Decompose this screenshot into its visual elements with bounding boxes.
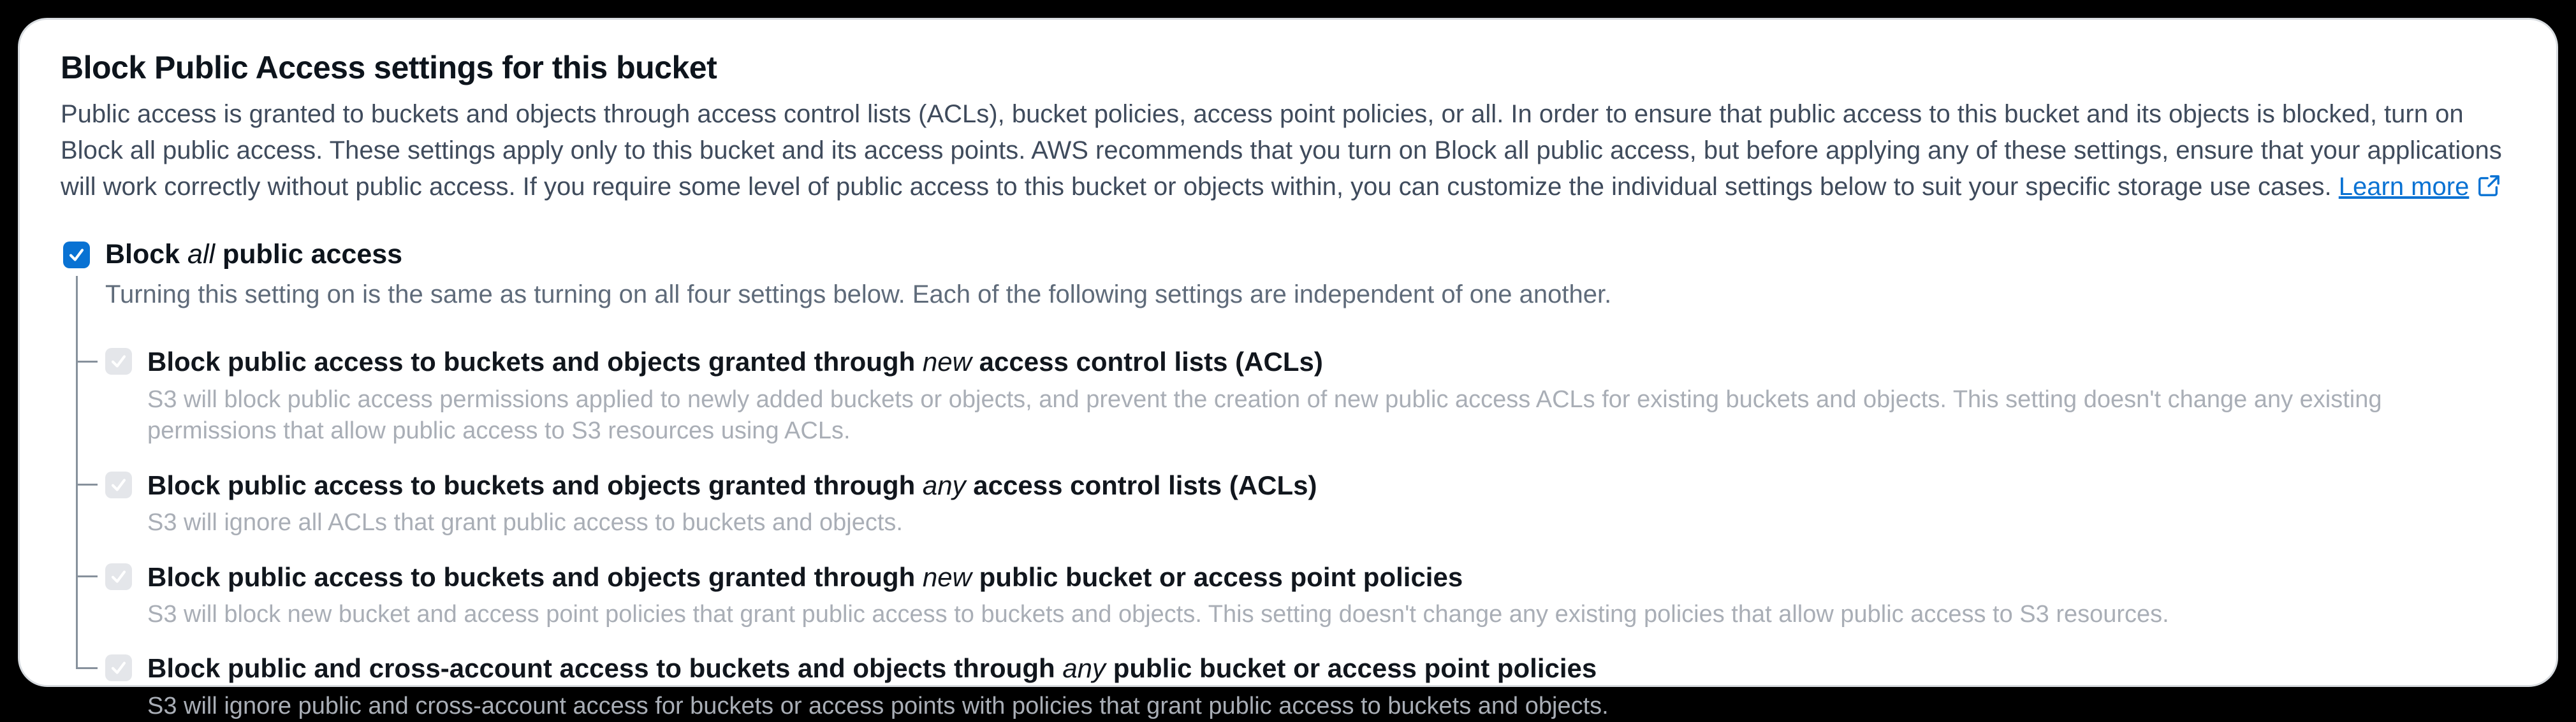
sub-setting-description: S3 will ignore all ACLs that grant public access to buckets and objects. [147, 507, 1317, 538]
block-all-public-access-label [105, 239, 402, 270]
tree-connector-tick [76, 484, 98, 486]
label-before: Block public access to buckets and objects granted through [147, 562, 923, 592]
label-before: Block public access to buckets and objects granted through [147, 470, 923, 500]
block-public-access-panel [18, 18, 2558, 687]
sub-setting-row [105, 652, 2515, 722]
panel-title: Block Public Access settings for this bucket [61, 49, 2515, 86]
checkmark-icon [109, 567, 128, 586]
checkmark-icon [109, 352, 128, 371]
tree-connector-tick [76, 667, 98, 669]
sub-setting-checkbox-disabled [105, 348, 132, 375]
label-italic: all [187, 239, 215, 270]
label-italic: new [923, 562, 972, 592]
label-after: access control lists (ACLs) [972, 347, 1323, 377]
sub-setting-label [147, 652, 1609, 686]
tree-connector-tick [76, 361, 98, 363]
label-before: Block public and cross-account access to buckets and objects through [147, 653, 1062, 683]
sub-setting-checkbox-disabled [105, 654, 132, 681]
checkmark-icon [109, 658, 128, 677]
checkmark-icon [67, 245, 86, 264]
label-after: public bucket or access point policies [1106, 653, 1597, 683]
sub-setting-row [105, 561, 2515, 631]
block-all-public-access-description: Turning this setting on is the same as turning on all four settings below. Each of the following settings are independent of one another. [105, 278, 2375, 311]
label-italic: any [1062, 653, 1106, 683]
sub-setting-text [147, 652, 1609, 722]
label-before: Block [105, 239, 187, 270]
sub-setting-text [147, 469, 1317, 539]
sub-setting-description: S3 will ignore public and cross-account access for buckets or access points with policies that grant public access to buckets and objects. [147, 691, 1609, 722]
label-italic: any [923, 470, 966, 500]
label-after: public access [215, 239, 402, 270]
label-before: Block public access to buckets and objects granted through [147, 347, 923, 377]
sub-setting-description: S3 will block new bucket and access point policies that grant public access to buckets and objects. This setting doesn't change any existing policies that allow public access to S3 resources. [147, 599, 2169, 630]
sub-setting-checkbox-disabled [105, 472, 132, 498]
sub-setting-description: S3 will block public access permissions applied to newly added buckets or objects, and prevent the creation of new public access ACLs for existing buckets and objects. This setting doesn't change any existing permissions that allow public access to S3 resources using ACLs. [147, 384, 2398, 447]
external-link-icon [2477, 171, 2501, 196]
sub-setting-checkbox-disabled [105, 563, 132, 590]
bpa-tree [61, 239, 2515, 722]
panel-intro-text: Public access is granted to buckets and objects through access control lists (ACLs), bucket policies, access point policies, or all. In order to ensure that public access to this bucket and its objects is blocked, turn on Block all public access. These settings apply only to this bucket and its access points. AWS recommends that you turn on Block all public access, but before applying any of these settings, ensure that your applications will work correctly without public access. If you require some level of public access to this bucket or objects within, you can customize the individual settings below to suit your specific storage use cases. [61, 100, 2502, 201]
label-italic: new [923, 347, 972, 377]
sub-setting-label [147, 345, 2398, 379]
sub-setting-row [105, 469, 2515, 539]
sub-setting-text [147, 345, 2398, 447]
panel-intro [61, 96, 2515, 205]
sub-setting-row [105, 345, 2515, 447]
learn-more-label: Learn more [2339, 173, 2470, 201]
sub-settings-list [61, 345, 2515, 722]
checkmark-icon [109, 475, 128, 495]
sub-setting-label [147, 469, 1317, 503]
block-all-public-access-row [63, 239, 2515, 270]
label-after: public bucket or access point policies [972, 562, 1463, 592]
block-all-public-access-checkbox[interactable] [63, 242, 90, 268]
learn-more-link[interactable] [2339, 173, 2501, 201]
sub-setting-text [147, 561, 2169, 631]
sub-setting-label [147, 561, 2169, 595]
tree-connector-tick [76, 575, 98, 577]
tree-connector-trunk [76, 276, 78, 668]
label-after: access control lists (ACLs) [966, 470, 1317, 500]
